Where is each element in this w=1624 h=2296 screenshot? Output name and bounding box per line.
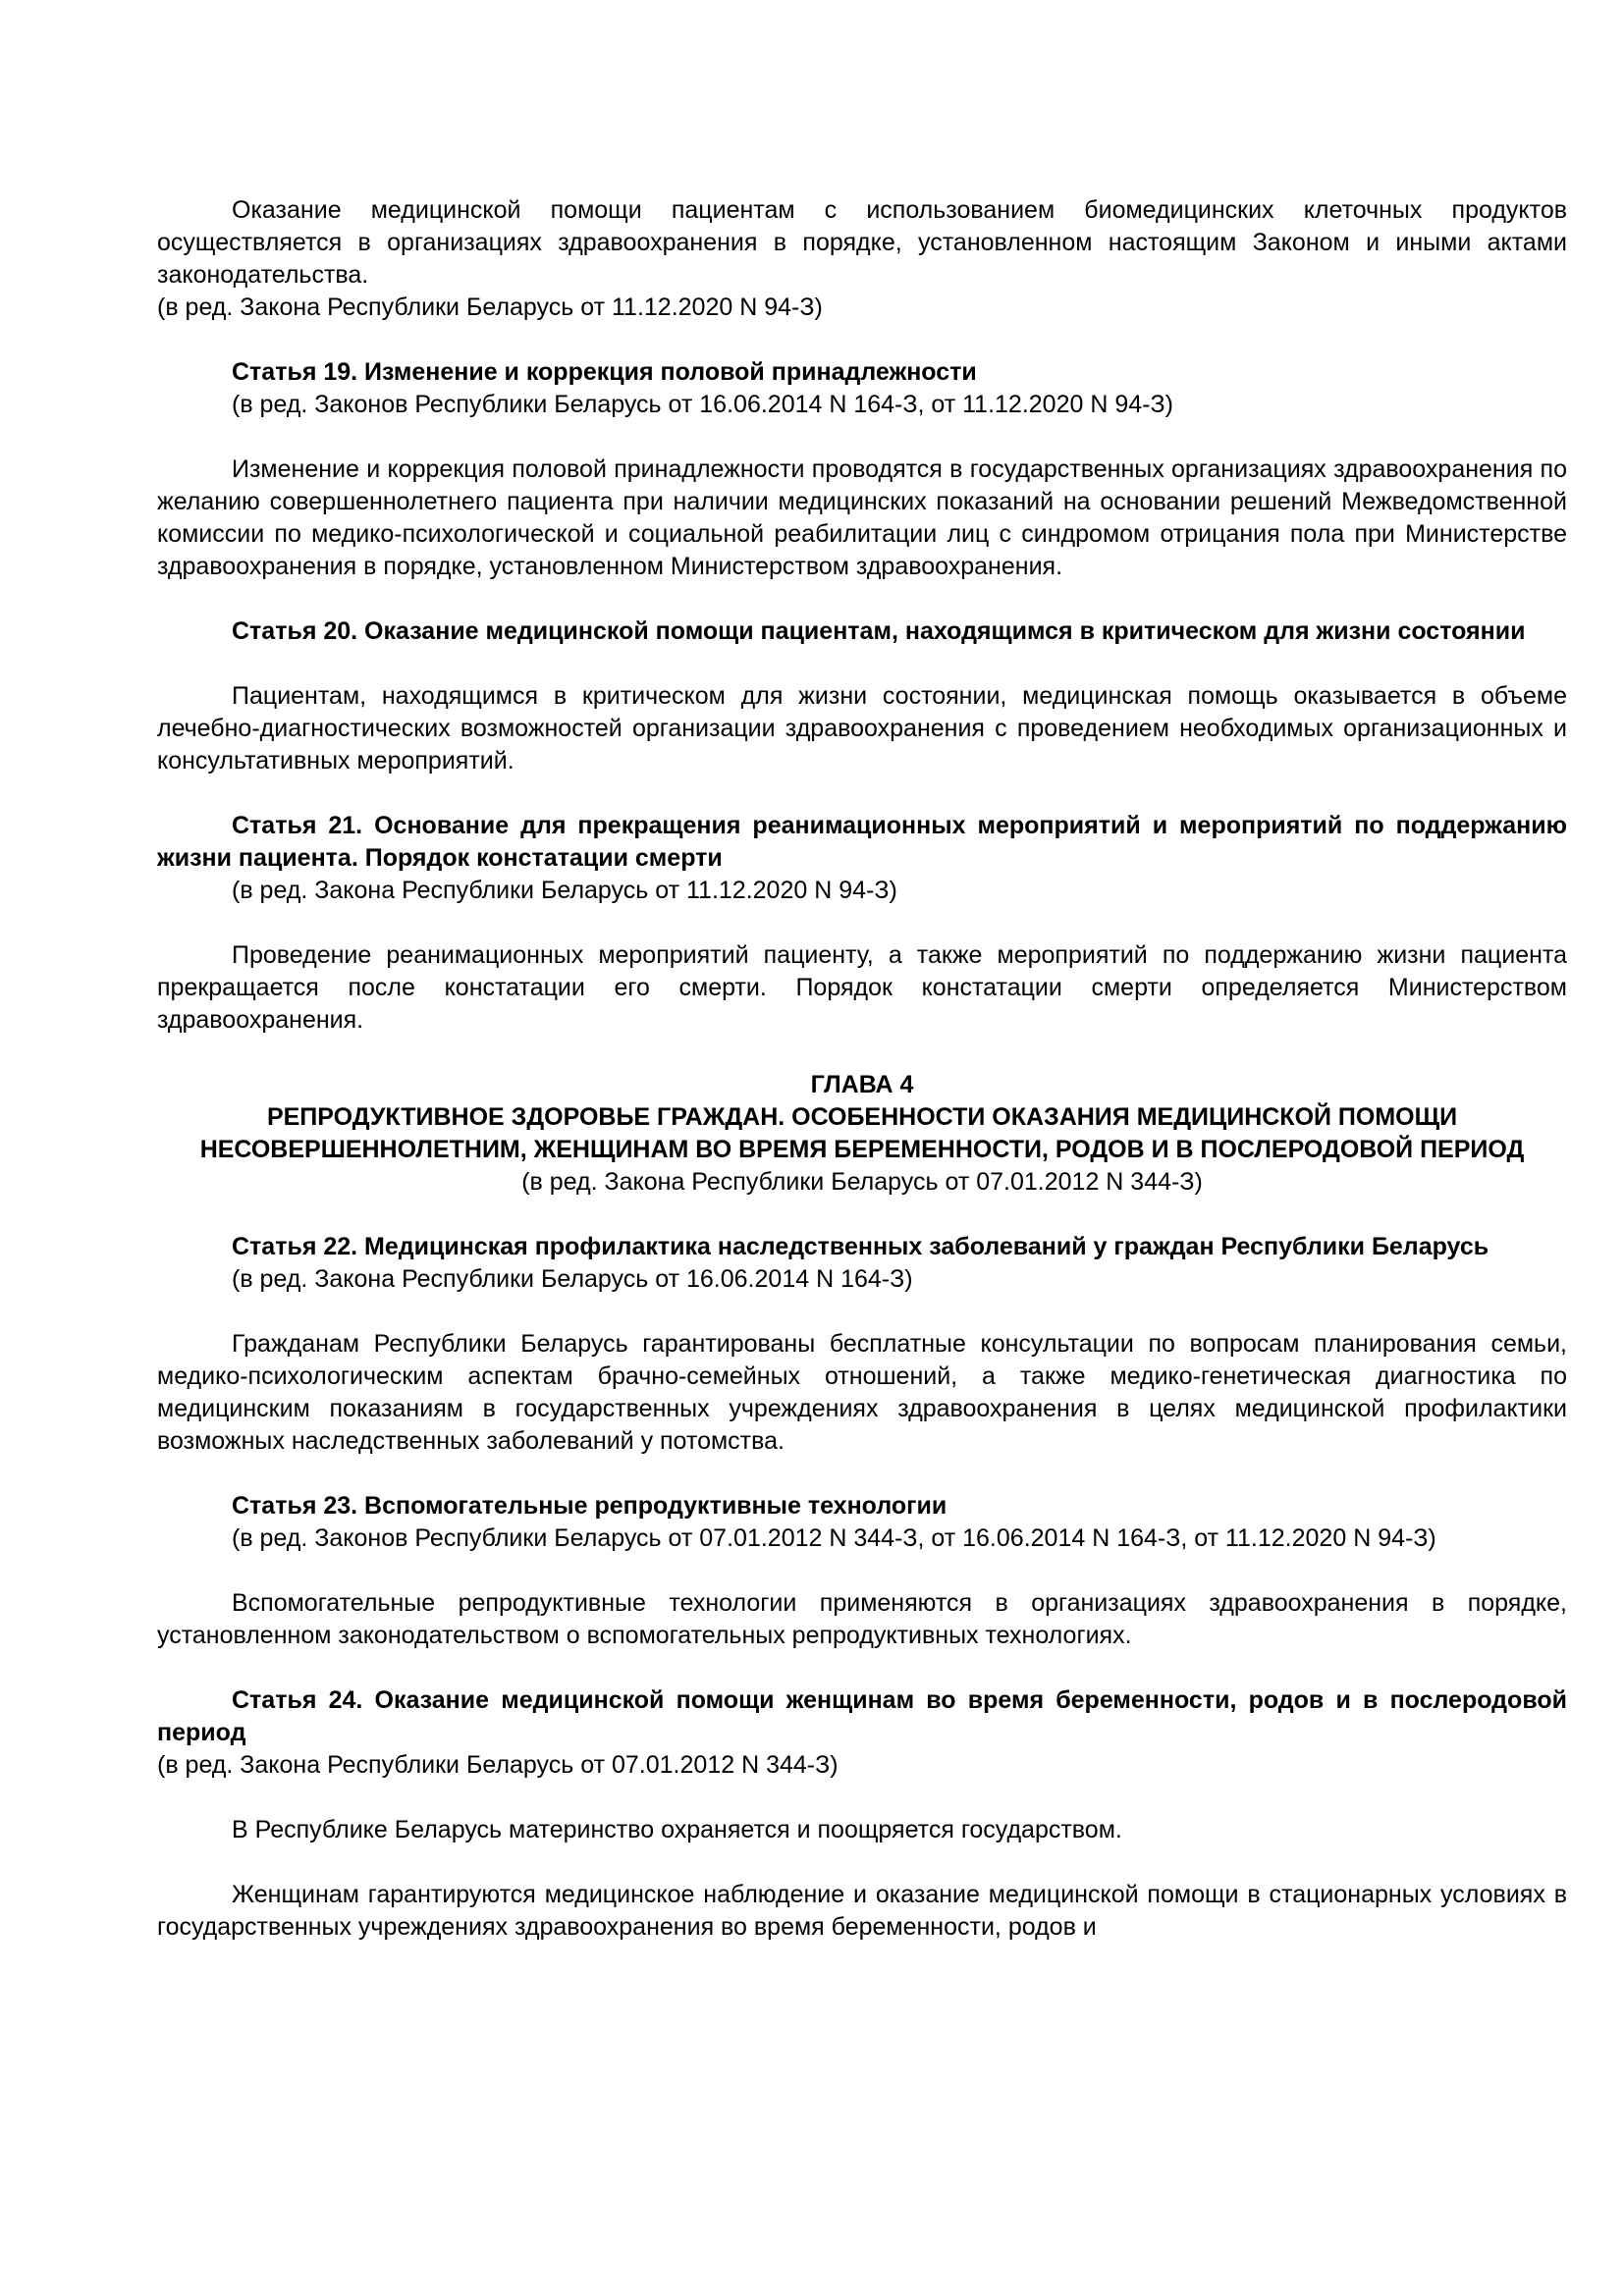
article-heading: Статья 22. Медицинская профилактика наследственных заболеваний у граждан Республики Беларусь	[232, 1233, 1489, 1260]
amendment-note: (в ред. Законов Республики Беларусь от 16.06.2014 N 164-З, от 11.12.2020 N 94-З)	[232, 391, 1173, 418]
paragraph: Изменение и коррекция половой принадлежности проводятся в государственных организациях здравоохранения по желанию совершеннолетнего пациента при наличии медицинских показаний на основании решений Межведомственной комиссии по медико-психологической и социальной реабилитации лиц с синдромом отрицания пола при Министерстве здравоохранения в порядке, установленном Министерством здравоохранения.	[157, 455, 1567, 580]
article-heading: Статья 24. Оказание медицинской помощи женщинам во время беременности, родов и в послеродовой период	[157, 1686, 1567, 1746]
paragraph: Проведение реанимационных мероприятий пациенту, а также мероприятий по поддержанию жизни пациента прекращается после констатации его смерти. Порядок констатации смерти определяется Министерством здравоохранения.	[157, 941, 1567, 1034]
spacer	[157, 907, 1567, 939]
article-heading: Статья 20. Оказание медицинской помощи пациентам, находящимся в критическом для жизни состоянии	[232, 617, 1526, 645]
spacer	[157, 1652, 1567, 1684]
spacer	[157, 421, 1567, 454]
chapter-amendment-note: (в ред. Закона Республики Беларусь от 07.01.2012 N 344-З)	[521, 1168, 1203, 1196]
spacer	[157, 324, 1567, 356]
spacer	[157, 1458, 1567, 1490]
article-heading: Статья 19. Изменение и коррекция половой принадлежности	[232, 358, 977, 386]
spacer	[157, 777, 1567, 810]
chapter-heading: ГЛАВА 4	[810, 1071, 914, 1098]
spacer	[157, 1199, 1567, 1231]
spacer	[157, 1846, 1567, 1879]
amendment-note: (в ред. Закона Республики Беларусь от 07.01.2012 N 344-З)	[157, 1751, 839, 1779]
paragraph: Оказание медицинской помощи пациентам с использованием биомедицинских клеточных продуктов осуществляется в организациях здравоохранения в порядке, установленном настоящим Законом и иными актами законодательства.	[157, 196, 1567, 289]
amendment-note: (в ред. Закона Республики Беларусь от 16.06.2014 N 164-З)	[232, 1265, 913, 1293]
amendment-note: (в ред. Закона Республики Беларусь от 11.12.2020 N 94-З)	[232, 877, 897, 904]
spacer	[157, 1037, 1567, 1069]
chapter-heading: РЕПРОДУКТИВНОЕ ЗДОРОВЬЕ ГРАЖДАН. ОСОБЕННОСТИ ОКАЗАНИЯ МЕДИЦИНСКОЙ ПОМОЩИ НЕСОВЕРШЕННОЛЕТНИМ, ЖЕНЩИНАМ ВО ВРЕМЯ БЕРЕМЕННОСТИ, РОДОВ И В ПОСЛЕРОДОВОЙ ПЕРИОД	[199, 1103, 1525, 1163]
paragraph: Пациентам, находящимся в критическом для жизни состоянии, медицинская помощь оказывается в объеме лечебно-диагностических возможностей организации здравоохранения с проведением необходимых организационных и консультативных мероприятий.	[157, 682, 1567, 774]
article-heading: Статья 21. Основание для прекращения реанимационных мероприятий и мероприятий по поддержанию жизни пациента. Порядок констатации смерти	[157, 812, 1567, 872]
spacer	[157, 1296, 1567, 1328]
amendment-note: (в ред. Законов Республики Беларусь от 07.01.2012 N 344-З, от 16.06.2014 N 164-З, от 11.12.2020 N 94-З)	[232, 1524, 1436, 1552]
amendment-note: (в ред. Закона Республики Беларусь от 11.12.2020 N 94-З)	[157, 294, 823, 321]
document-page	[157, 194, 1567, 1944]
paragraph: Женщинам гарантируются медицинское наблюдение и оказание медицинской помощи в стационарных условиях в государственных учреждениях здравоохранения во время беременности, родов и	[157, 1881, 1567, 1941]
paragraph: Гражданам Республики Беларусь гарантированы бесплатные консультации по вопросам планирования семьи, медико-психологическим аспектам брачно-семейных отношений, а также медико-генетическая диагностика по медицинским показаниям в государственных учреждениях здравоохранения в целях медицинской профилактики возможных наследственных заболеваний у потомства.	[157, 1330, 1567, 1455]
spacer	[157, 583, 1567, 615]
paragraph: В Республике Беларусь материнство охраняется и поощряется государством.	[232, 1816, 1122, 1843]
article-heading: Статья 23. Вспомогательные репродуктивные технологии	[232, 1492, 947, 1520]
paragraph: Вспомогательные репродуктивные технологии применяются в организациях здравоохранения в порядке, установленном законодательством о вспомогательных репродуктивных технологиях.	[157, 1589, 1567, 1649]
spacer	[157, 648, 1567, 680]
spacer	[157, 1555, 1567, 1587]
spacer	[157, 1782, 1567, 1814]
